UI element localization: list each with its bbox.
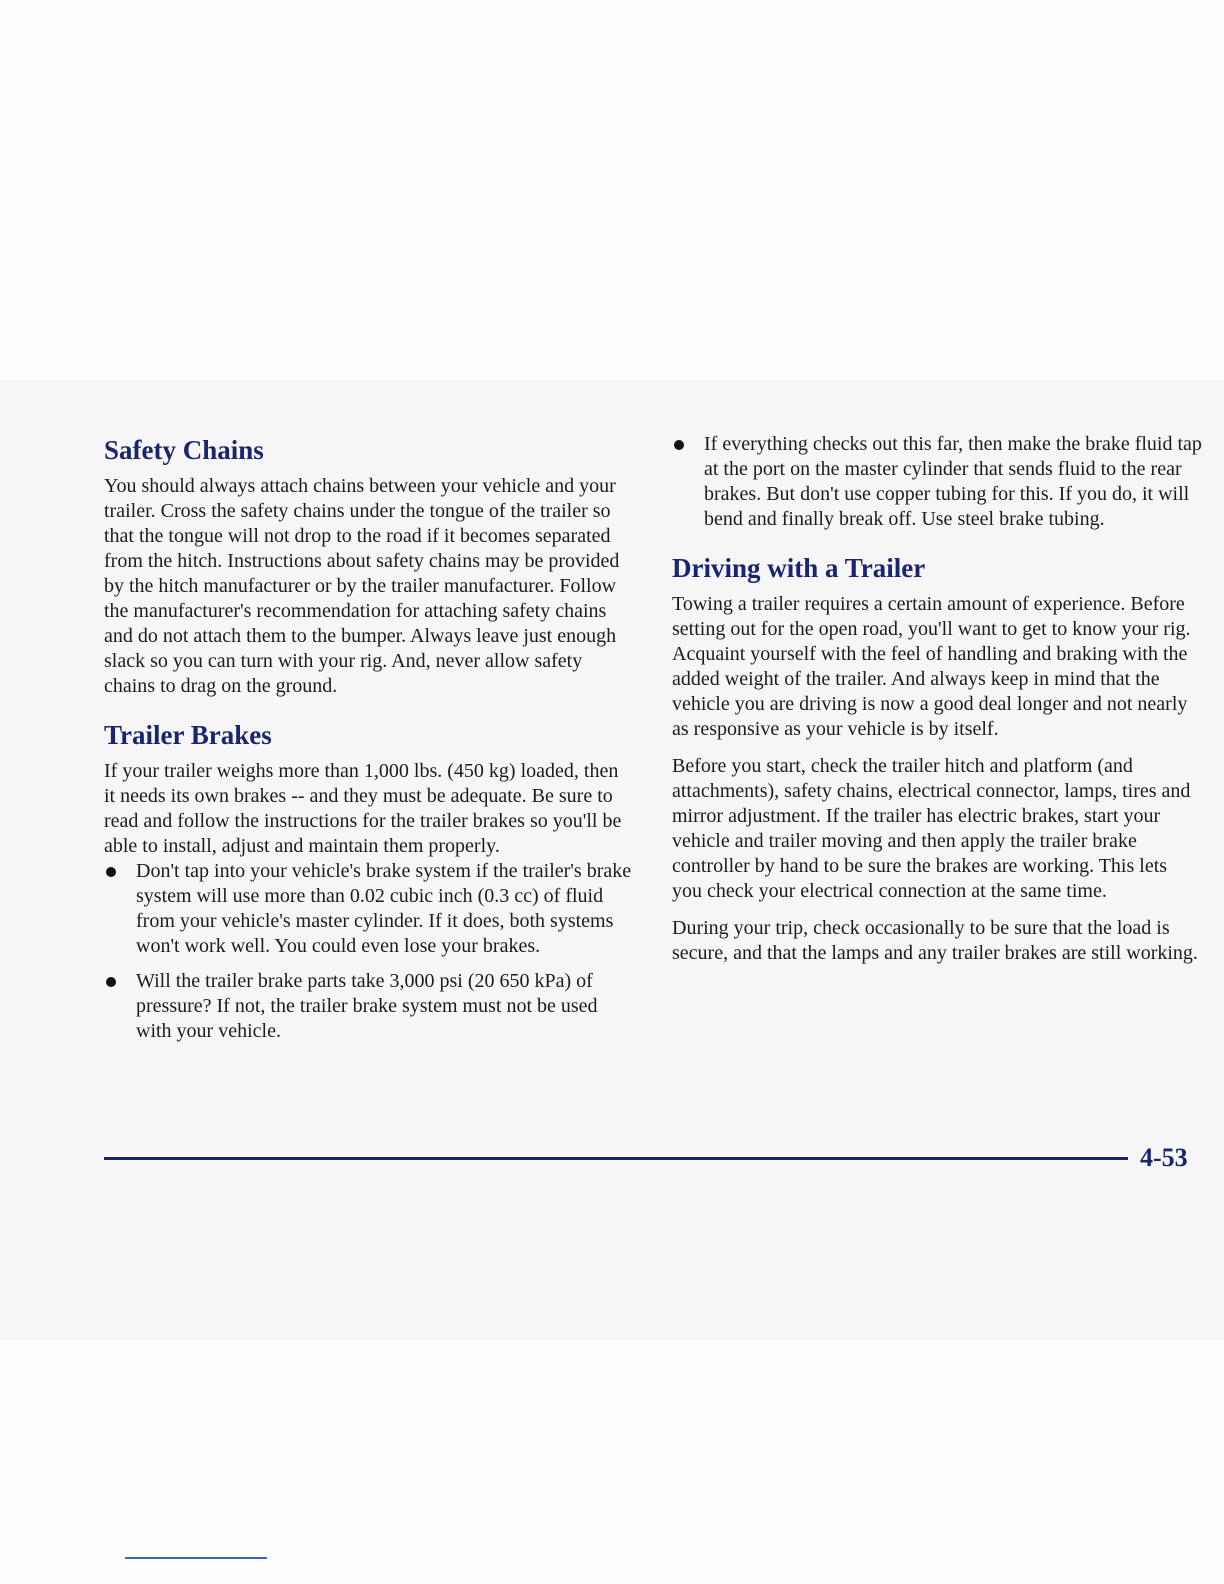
page-number: 4-53 (1140, 1143, 1188, 1172)
bottom-link-underline[interactable] (125, 1557, 267, 1559)
heading-trailer-brakes: Trailer Brakes (104, 720, 272, 750)
list-item-text: Will the trailer brake parts take 3,000 psi (20 650 kPa) of pressure? If not, the trailer brake system must not be used with your vehicle. (136, 970, 598, 1042)
section-trailer-brakes (104, 717, 634, 1044)
section-driving-with-trailer (672, 550, 1202, 966)
right-column (672, 432, 1202, 966)
list-item (672, 432, 1202, 532)
list-item-text: Don't tap into your vehicle's brake system if the trailer's brake system will use more than 0.02 cubic inch (0.3 cc) of fluid from your vehicle's master cylinder. If it does, both systems won't work well. You could even lose your brakes. (136, 860, 632, 957)
paragraph-driving-1: Towing a trailer requires a certain amount of experience. Before setting out for the open road, you'll want to get to know your rig. Acquaint yourself with the feel of handling and braking with the added weight of the trailer. And always keep in mind that the vehicle you are driving is now a good deal longer and not nearly as responsive as your vehicle is by itself. (672, 593, 1191, 740)
heading-driving-with-trailer: Driving with a Trailer (672, 553, 926, 583)
bullet-list-brake-tubing (672, 432, 1202, 532)
paragraph-trailer-brakes: If your trailer weighs more than 1,000 lbs. (450 kg) loaded, then it needs its own brakes -- and they must be adequate. Be sure to read and follow the instructions for the trailer brakes so you'll be able to install, adjust and maintain them properly. (104, 760, 622, 857)
list-item-text: If everything checks out this far, then make the brake fluid tap at the port on the master cylinder that sends fluid to the rear brakes. But don't use copper tubing for this. If you do, it will bend and finally break off. Use steel brake tubing. (704, 433, 1202, 530)
list-item (104, 859, 634, 959)
bullet-list-trailer-brakes (104, 859, 634, 1044)
paragraph-safety-chains: You should always attach chains between your vehicle and your trailer. Cross the safety chains under the tongue of the trailer so that the tongue will not drop to the road if it becomes separated from the hitch. Instructions about safety chains may be provided by the hitch manufacturer or by the trailer manufacturer. Follow the manufacturer's recommendation for attaching safety chains and do not attach them to the bumper. Always leave just enough slack so you can turn with your rig. And, never allow safety chains to drag on the ground. (104, 475, 620, 697)
list-item (104, 969, 634, 1044)
heading-safety-chains: Safety Chains (104, 435, 264, 465)
bullet-icon (106, 867, 116, 877)
bullet-icon (674, 440, 684, 450)
left-column (104, 432, 634, 1044)
bullet-icon (106, 977, 116, 987)
section-safety-chains (104, 432, 634, 699)
paragraph-driving-3: During your trip, check occasionally to be sure that the load is secure, and that the lamps and any trailer brakes are still working. (672, 917, 1198, 964)
footer-rule (104, 1157, 1128, 1160)
paragraph-driving-2: Before you start, check the trailer hitch and platform (and attachments), safety chains, electrical connector, lamps, tires and mirror adjustment. If the trailer has electric brakes, start your vehicle and trailer moving and then apply the trailer brake controller by hand to be sure the brakes are working. This lets you check your electrical connection at the same time. (672, 755, 1191, 902)
